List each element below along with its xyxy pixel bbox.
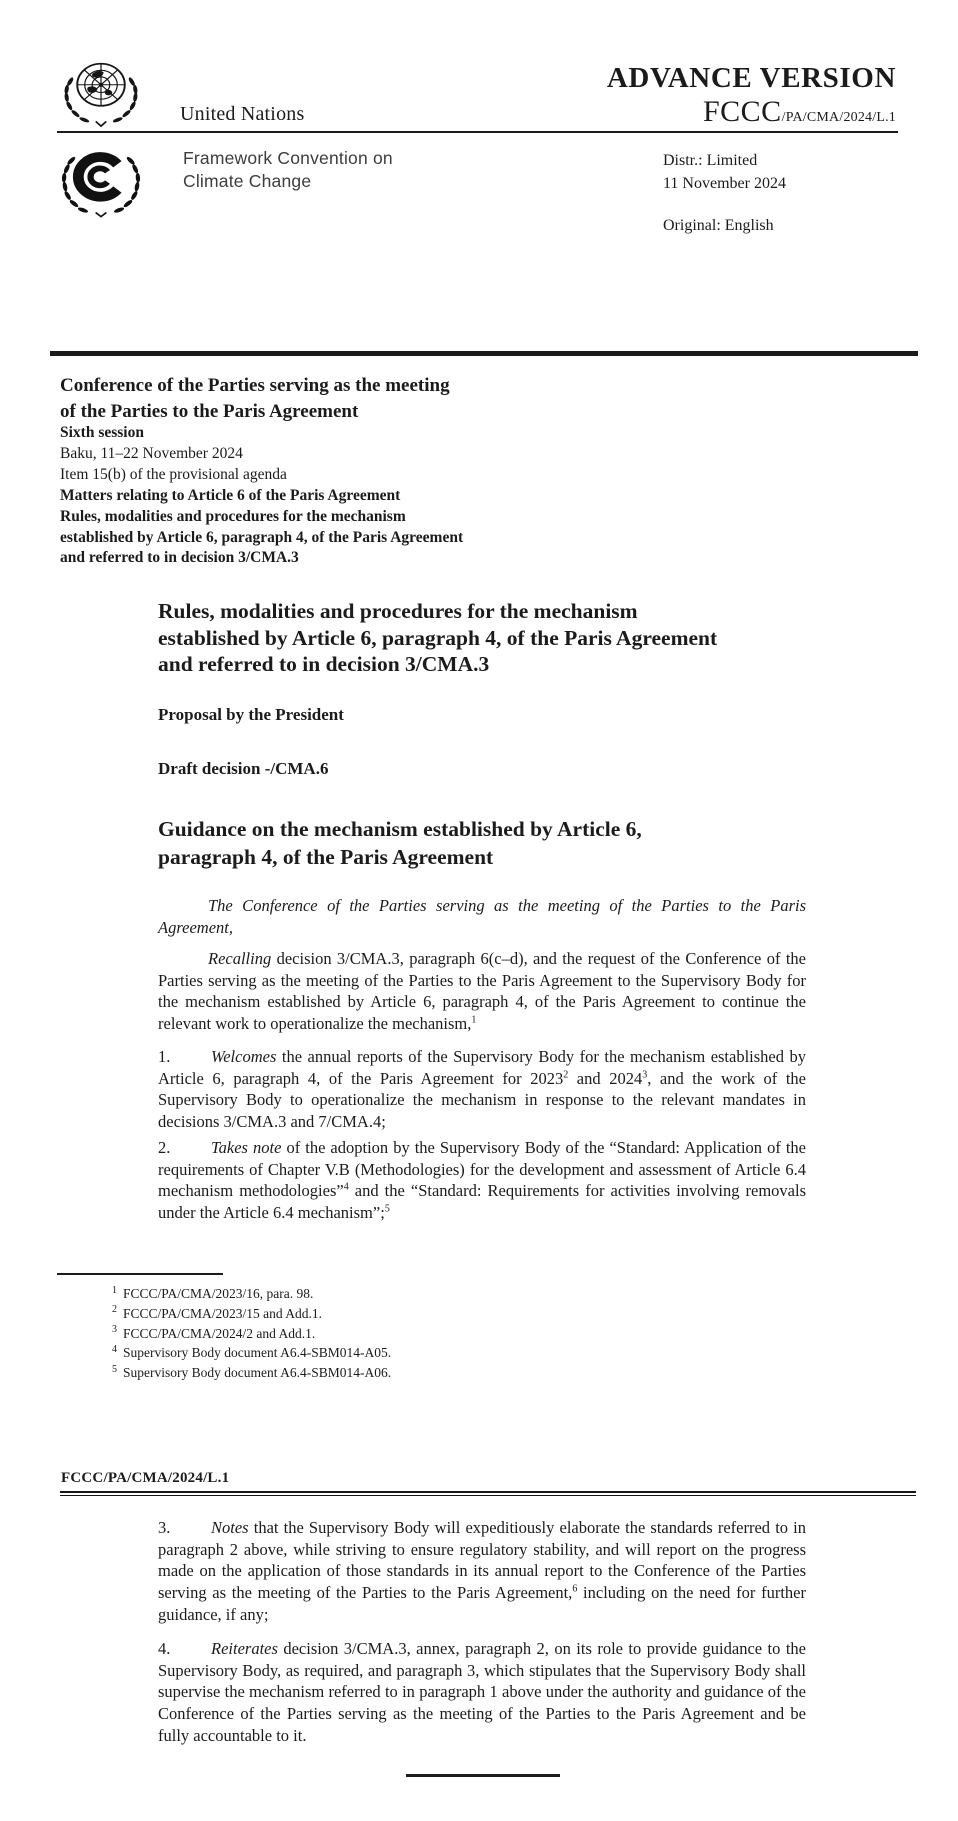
footnote-ref: 1: [471, 1014, 477, 1026]
footnote-ref: 5: [384, 1203, 390, 1215]
distribution-block: [663, 149, 786, 195]
paragraph-text: decision 3/CMA.3, annex, paragraph 2, on its role to provide guidance to the Supervisory Body, as required, and paragraph 3, which stipulates that the Supervisory Body shall supervise the mechanism referred to in paragraph 1 above under the authority and guidance of the Conference of the Parties serving as the meeting of the Parties to the Paris Agreement and be fully accountable to it.: [158, 1639, 806, 1745]
footnote-number: 5: [112, 1363, 117, 1375]
session-title: [60, 373, 450, 425]
paragraph-text: and the “Standard: Requirements for activities involving removals under the Article 6.4 mechanism”;: [158, 1181, 806, 1223]
paragraph-text: Reiterates: [211, 1639, 278, 1658]
draft-decision-heading: Draft decision -/CMA.6: [158, 759, 329, 778]
footnote-ref: 4: [343, 1181, 349, 1193]
distr-label: Distr.: Limited: [663, 152, 758, 169]
footnote-item: [112, 1363, 800, 1383]
paragraph-4: [158, 1638, 806, 1747]
footnote-ref: 2: [563, 1069, 569, 1081]
preamble-intro: [158, 895, 806, 938]
footnote-text: Supervisory Body document A6.4-SBM014-A05.: [123, 1345, 392, 1361]
paragraph-text: of the adoption by the Supervisory Body of the “Standard: Application of the requirements of Chapter V.B (Methodologies) for the development and assessment of Article 6.4 mechanism methodologies”: [158, 1138, 806, 1201]
paragraph-number: 3.: [158, 1518, 171, 1537]
footnote-item: [112, 1324, 800, 1344]
session-details: [60, 423, 463, 569]
footnote-ref: 6: [572, 1583, 578, 1595]
text-line: and referred to in decision 3/CMA.3: [158, 652, 490, 676]
proposal-heading: Proposal by the President: [158, 705, 344, 724]
footnote-ref: 3: [642, 1069, 648, 1081]
text-line: Sixth session: [60, 424, 144, 441]
text-line: Guidance on the mechanism established by Article 6,: [158, 817, 642, 841]
org-name-line2: Climate Change: [183, 170, 312, 191]
end-of-decision-rule: [406, 1774, 560, 1777]
united-nations-label: United Nations: [180, 103, 305, 125]
org-name-line1: Framework Convention on: [183, 148, 393, 168]
paragraph-1: [158, 1046, 806, 1133]
footnote-text: FCCC/PA/CMA/2023/16, para. 98.: [123, 1286, 314, 1301]
text-line: Rules, modalities and procedures for the mechanism: [158, 599, 638, 623]
footnotes: [60, 1284, 800, 1383]
paragraph-text: Notes: [211, 1518, 249, 1537]
paragraph-text: The Conference of the Parties serving as the meeting of the Parties to the Paris Agreement,: [158, 896, 806, 937]
footnote-number: 1: [112, 1284, 117, 1296]
paragraph-text: that the Supervisory Body will expeditiously elaborate the standards referred to in paragraph 2 above, while striving to ensure regulatory stability, and will report on the progress made on the application of those standards in its annual report to the Conference of the Parties serving as the meeting of the Parties to the Paris Agreement,: [158, 1518, 806, 1603]
document-title: [158, 598, 717, 678]
preamble-recalling: [158, 948, 806, 1035]
text-line: paragraph 4, of the Paris Agreement: [158, 844, 494, 869]
original-language: Original: English: [663, 217, 774, 234]
page2-header-rule: [60, 1491, 916, 1496]
advance-version-label: ADVANCE VERSION: [606, 62, 896, 94]
text-line: of the Parties to the Paris Agreement: [60, 401, 359, 422]
text-line: Conference of the Parties serving as the meeting: [60, 375, 450, 396]
text-line: Baku, 11–22 November 2024: [60, 444, 243, 462]
footnote-text: Supervisory Body document A6.4-SBM014-A06.: [123, 1365, 392, 1381]
paragraph-number: 2.: [158, 1138, 171, 1157]
paragraph-text: Welcomes: [211, 1047, 277, 1066]
paragraph-text: the annual reports of the Supervisory Body for the mechanism established by Article 6, paragraph 4, of the Paris Agreement for 2023: [158, 1047, 806, 1088]
text-line: established by Article 6, paragraph 4, of the Paris Agreement: [158, 625, 718, 650]
paragraph-number: 1.: [158, 1047, 171, 1066]
footnote-number: 3: [112, 1324, 117, 1336]
text-line: Rules, modalities and procedures for the mechanism: [60, 507, 406, 525]
paragraph-text: , and the work of the Supervisory Body to operationalize the mechanism in response to the relevant mandates in decisions 3/CMA.3 and 7/CMA.4;: [158, 1068, 806, 1132]
un-emblem-icon: [57, 52, 145, 130]
doc-date: 11 November 2024: [663, 175, 786, 192]
text-line: Item 15(b) of the provisional agenda: [60, 465, 287, 483]
footnote-text: FCCC/PA/CMA/2024/2 and Add.1.: [123, 1325, 316, 1341]
page2-header-symbol: FCCC/PA/CMA/2024/L.1: [61, 1470, 230, 1486]
paragraph-text: including on the need for further guidance, if any;: [158, 1583, 806, 1624]
text-line: and referred to in decision 3/CMA.3: [60, 549, 299, 567]
document-symbol: [703, 95, 896, 129]
guidance-heading: [158, 816, 642, 871]
footnote-divider: [57, 1273, 223, 1275]
paragraph-text: and 2024: [568, 1068, 643, 1088]
paragraph-text: Recalling: [208, 949, 272, 968]
unfccc-logo-icon: [56, 138, 146, 219]
paragraph-text: Takes note: [211, 1138, 282, 1157]
footnote-number: 2: [112, 1304, 117, 1316]
text-line: established by Article 6, paragraph 4, of the Paris Agreement: [60, 528, 464, 546]
footnote-text: FCCC/PA/CMA/2023/15 and Add.1.: [123, 1305, 323, 1321]
paragraph-text: decision 3/CMA.3, paragraph 6(c–d), and the request of the Conference of the Parties serving as the meeting of the Parties to the Paris Agreement to the Supervisory Body for the mechanism established by Article 6, paragraph 4, of the Paris Agreement to continue the relevant work to operationalize the mechanism,: [158, 949, 806, 1034]
document-symbol-suffix: /PA/CMA/2024/L.1: [781, 110, 896, 125]
header-divider: [57, 131, 898, 133]
paragraph-number: 4.: [158, 1639, 171, 1658]
footnote-item: [112, 1304, 800, 1324]
session-top-rule: [50, 351, 918, 356]
paragraph-2: [158, 1137, 806, 1224]
footnote-item: [112, 1343, 800, 1363]
paragraph-3: [158, 1517, 806, 1626]
text-line: Matters relating to Article 6 of the Paris Agreement: [60, 486, 401, 504]
footnote-item: [112, 1284, 800, 1304]
document-symbol-prefix: FCCC: [702, 95, 782, 128]
footnote-number: 4: [112, 1343, 117, 1355]
org-name: [183, 147, 393, 192]
